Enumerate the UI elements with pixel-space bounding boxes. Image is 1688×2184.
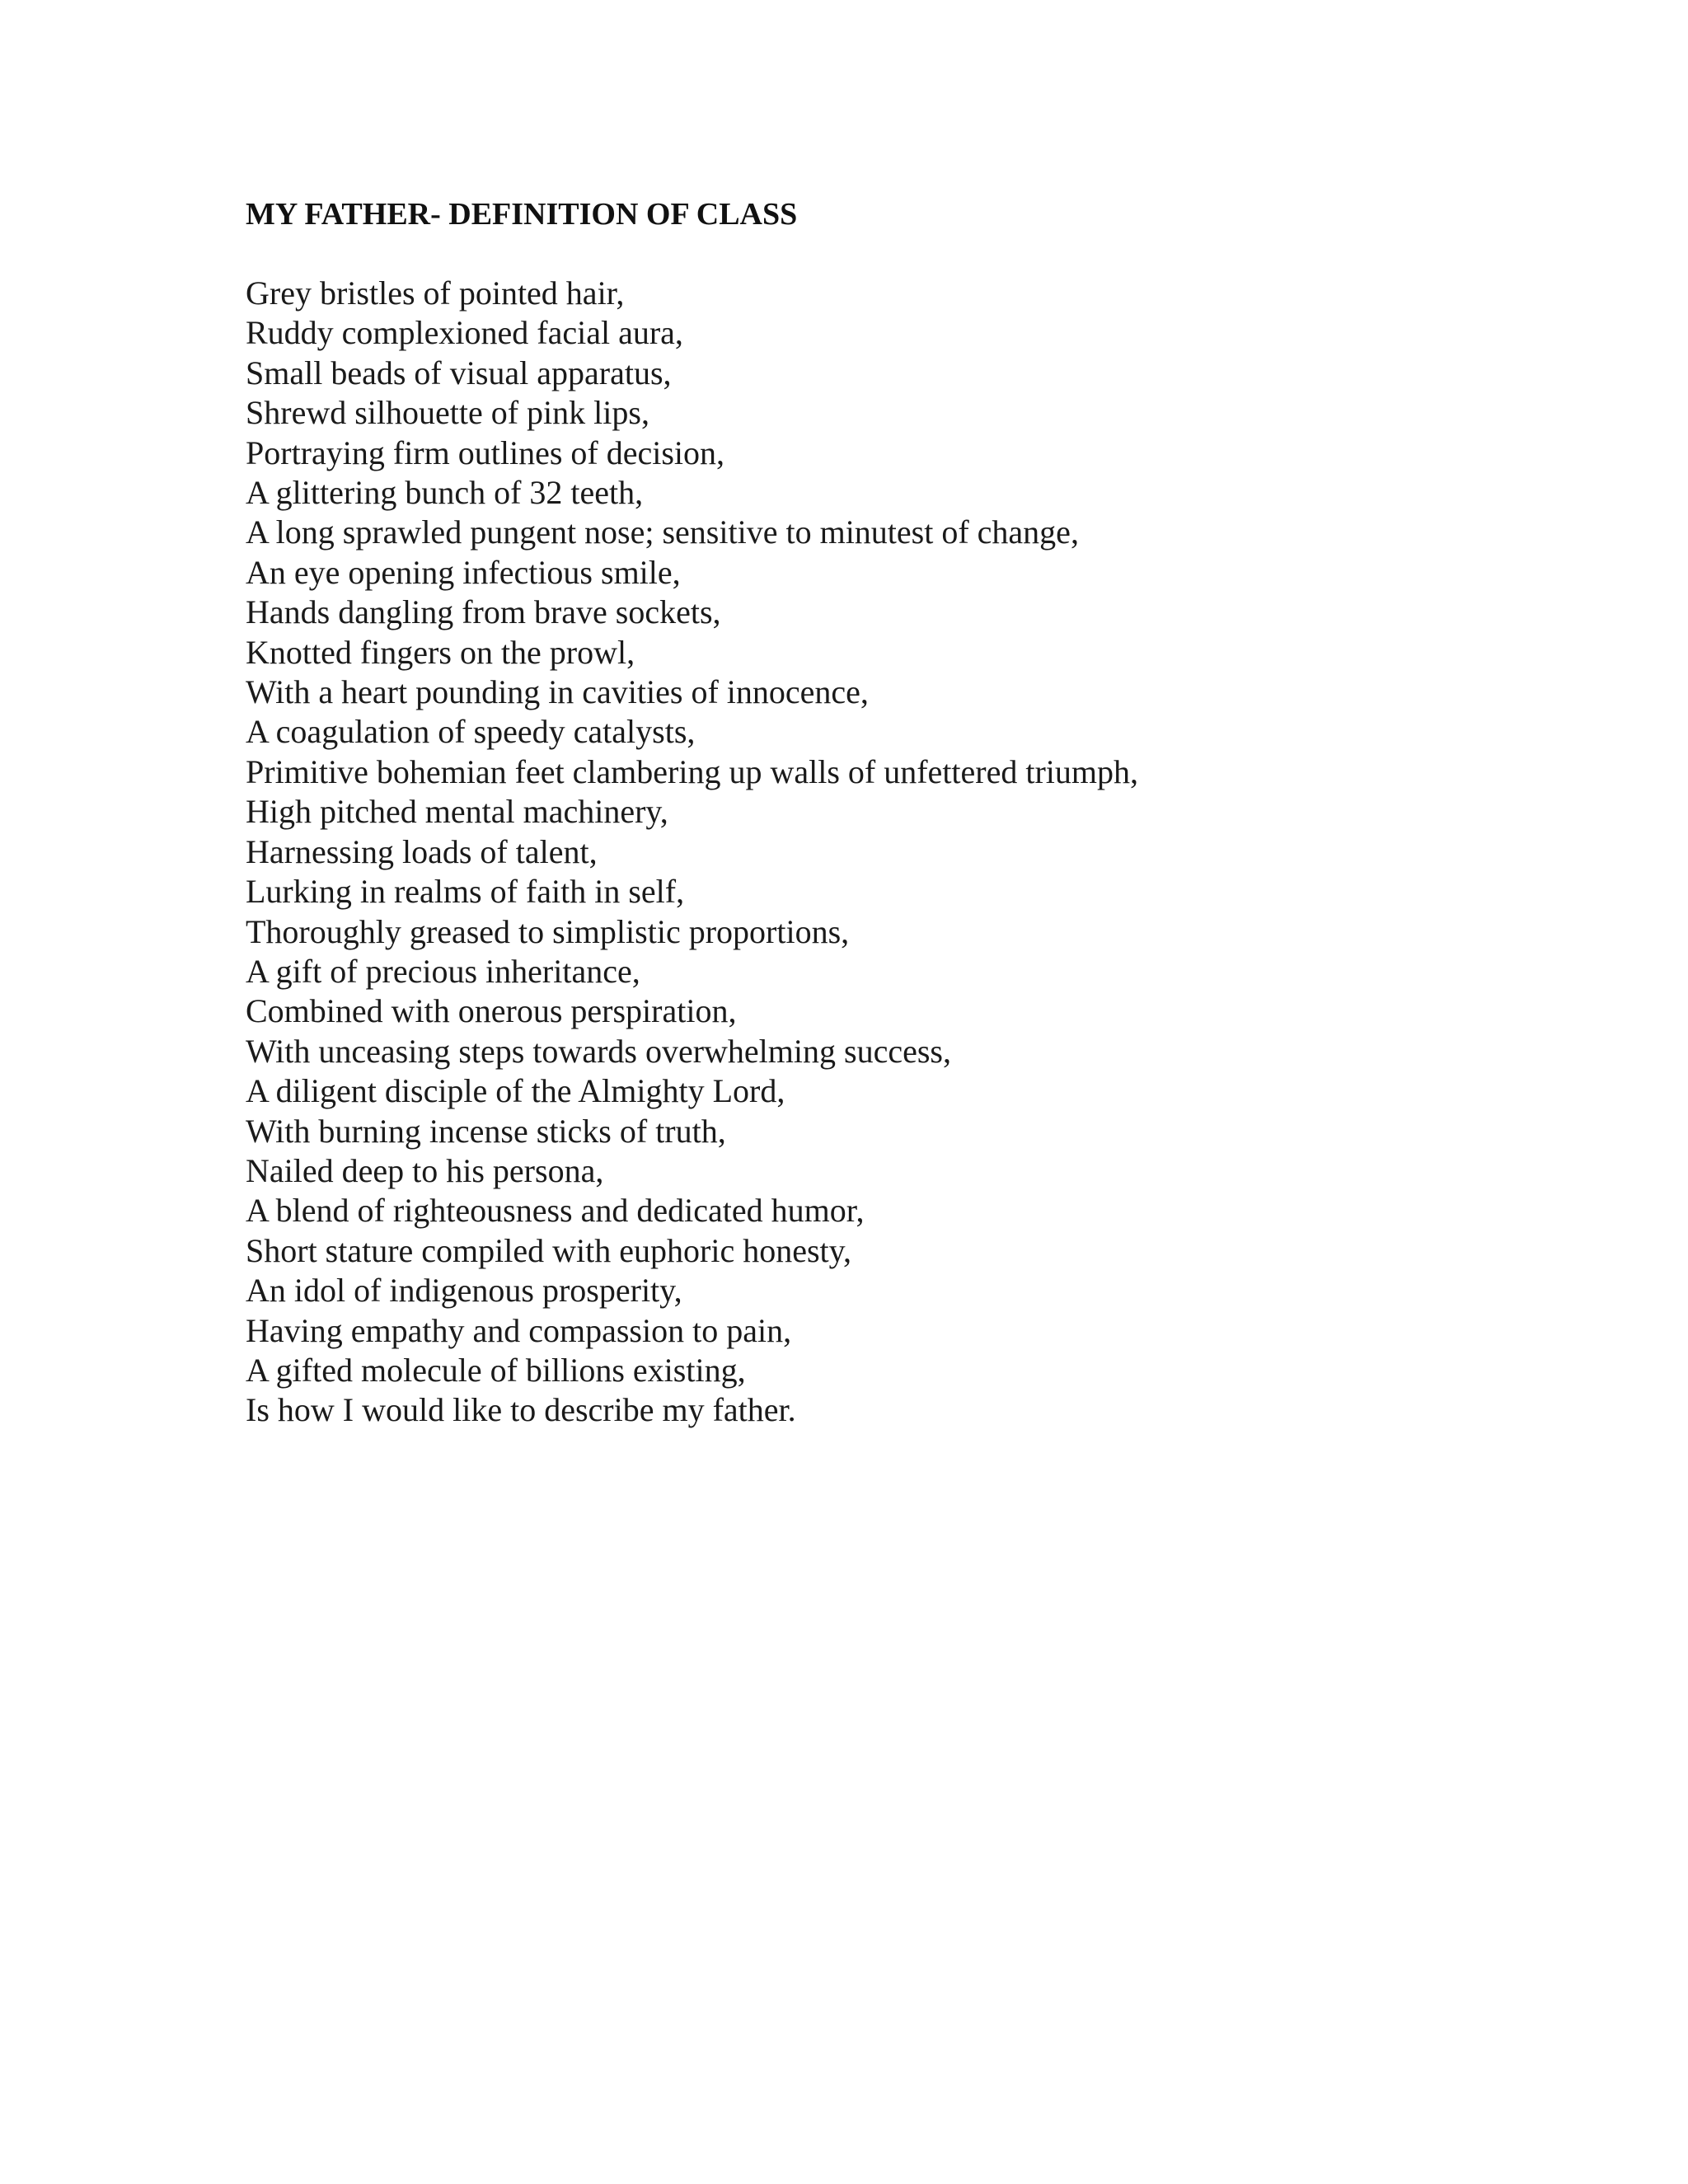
poem-line: A long sprawled pungent nose; sensitive to minutest of change, — [246, 513, 1079, 551]
poem-line: Small beads of visual apparatus, — [246, 354, 672, 391]
poem-line: A glittering bunch of 32 teeth, — [246, 474, 644, 512]
poem-line: With burning incense sticks of truth, — [246, 1112, 726, 1150]
poem-line: Short stature compiled with euphoric honesty, — [246, 1231, 852, 1269]
poem-line: An eye opening infectious smile, — [246, 553, 681, 591]
poem-line: Knotted fingers on the prowl, — [246, 633, 635, 671]
poem-line: Nailed deep to his persona, — [246, 1151, 604, 1189]
poem-line: Hands dangling from brave sockets, — [246, 593, 721, 631]
poem-title: MY FATHER- DEFINITION OF CLASS — [246, 197, 798, 232]
poem-line: Portraying firm outlines of decision, — [246, 434, 725, 471]
poem-line: With unceasing steps towards overwhelming success, — [246, 1032, 951, 1070]
poem-line: A gift of precious inheritance, — [246, 952, 640, 990]
poem-line: A diligent disciple of the Almighty Lord, — [246, 1072, 785, 1110]
poem-line: Thoroughly greased to simplistic proportions, — [246, 912, 850, 950]
poem-line: Shrewd silhouette of pink lips, — [246, 394, 649, 432]
poem-line: A gifted molecule of billions existing, — [246, 1351, 746, 1389]
poem-lines — [246, 274, 1564, 1431]
poem-line: A coagulation of speedy catalysts, — [246, 713, 696, 751]
poem-line: Is how I would like to describe my father. — [246, 1391, 796, 1429]
poem-line: Combined with onerous perspiration, — [246, 992, 737, 1030]
poem-line: Primitive bohemian feet clambering up walls of unfettered triumph, — [246, 752, 1139, 790]
poem-line: Ruddy complexioned facial aura, — [246, 314, 683, 352]
poem-line: An idol of indigenous prosperity, — [246, 1272, 682, 1310]
poem-line: Having empathy and compassion to pain, — [246, 1311, 792, 1349]
poem-line: High pitched mental machinery, — [246, 793, 668, 831]
poem-line: A blend of righteousness and dedicated humor, — [246, 1192, 865, 1230]
poem-line: With a heart pounding in cavities of innocence, — [246, 673, 869, 711]
poem — [246, 194, 1564, 1431]
poem-line: Harnessing loads of talent, — [246, 832, 598, 870]
poem-line: Lurking in realms of faith in self, — [246, 873, 685, 911]
poem-line: Grey bristles of pointed hair, — [246, 274, 625, 312]
